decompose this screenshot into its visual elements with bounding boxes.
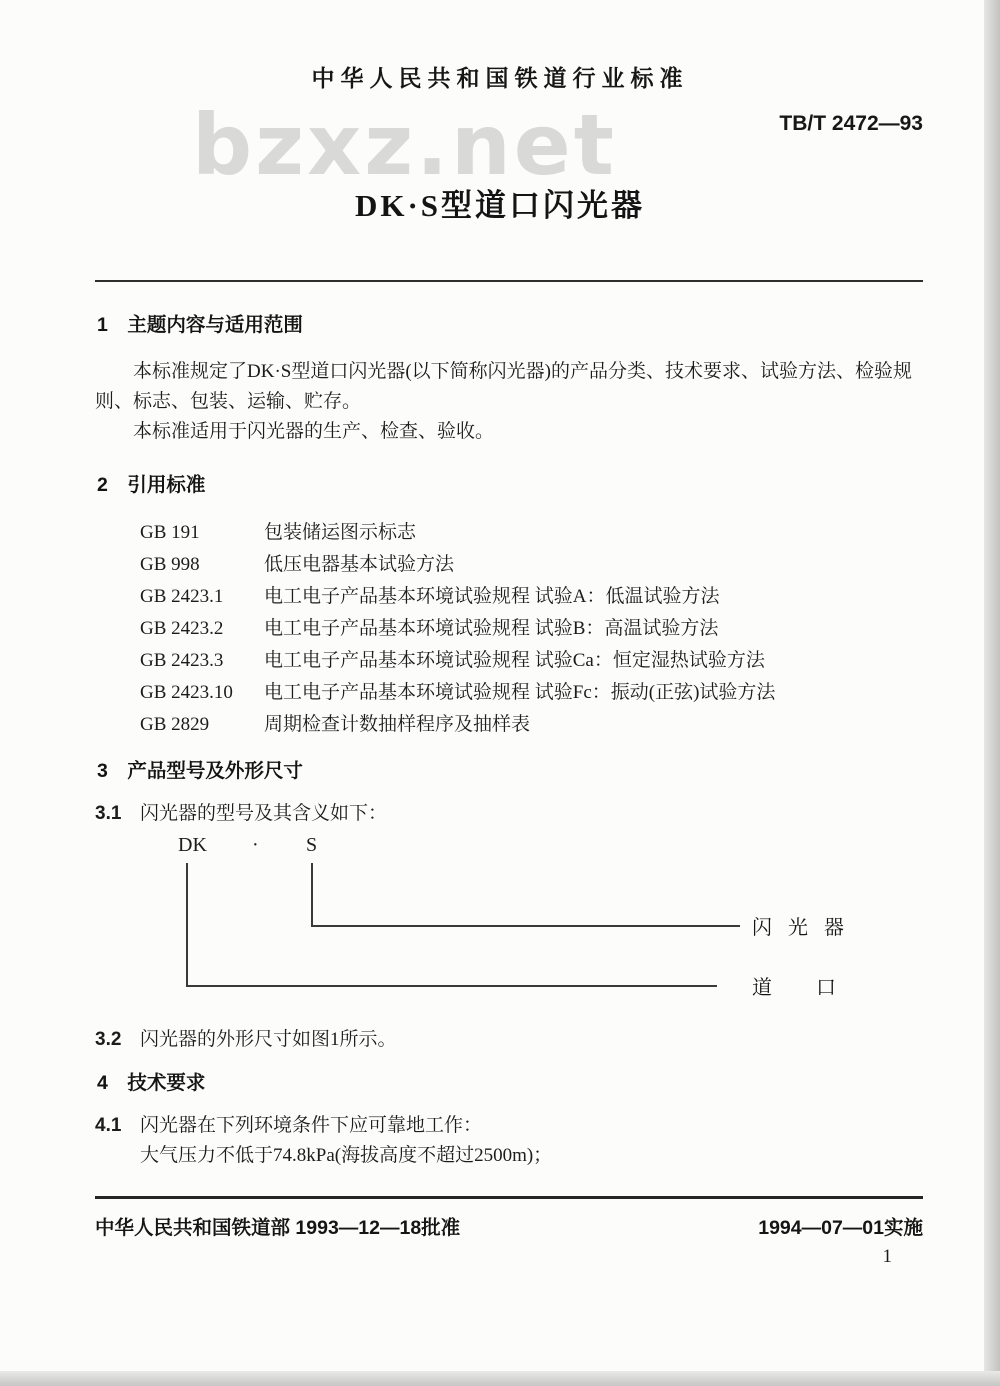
footer-implementation: 1994—07—01实施 bbox=[758, 1217, 923, 1239]
reference-code: GB 2423.1 bbox=[140, 586, 224, 607]
watermark: bzxz.net bbox=[192, 96, 617, 194]
scan-edge-bottom bbox=[0, 1371, 1000, 1386]
reference-code: GB 2829 bbox=[140, 714, 210, 735]
reference-row bbox=[140, 645, 925, 677]
document-body bbox=[95, 305, 925, 1171]
clause-3-1 bbox=[95, 799, 925, 829]
reference-row bbox=[140, 677, 925, 709]
reference-code: GB 2423.2 bbox=[140, 618, 224, 639]
standard-header: 中华人民共和国铁道行业标准 bbox=[311, 65, 689, 91]
reference-title: 周期检查计数抽样程序及抽样表 bbox=[264, 714, 531, 735]
diagram-label-flasher: 闪光器 bbox=[752, 917, 860, 939]
reference-code: GB 998 bbox=[140, 554, 200, 575]
section-1-paragraph-2: 本标准适用于闪光器的生产、检查、验收。 bbox=[133, 421, 495, 442]
reference-row bbox=[140, 581, 925, 613]
reference-code: GB 2423.10 bbox=[140, 682, 233, 703]
reference-title: 电工电子产品基本环境试验规程 试验B：高温试验方法 bbox=[264, 618, 719, 639]
reference-row bbox=[140, 549, 925, 581]
section-3-heading: 3 产品型号及外形尺寸 bbox=[97, 760, 303, 782]
diagram-label-crossing: 道口 bbox=[752, 977, 880, 999]
reference-title: 电工电子产品基本环境试验规程 试验Fc：振动(正弦)试验方法 bbox=[264, 682, 776, 703]
title-divider-rule bbox=[95, 280, 923, 282]
page-number: 1 bbox=[882, 1246, 892, 1267]
diagram-leader-line-flasher bbox=[311, 925, 740, 927]
document-title: DK·S型道口闪光器 bbox=[354, 188, 646, 223]
section-1-paragraph-1: 本标准规定了DK·S型道口闪光器(以下简称闪光器)的产品分类、技术要求、试验方法、检验规则、标志、包装、运输、贮存。 bbox=[95, 361, 912, 412]
model-part-s: S bbox=[306, 834, 318, 856]
clause-4-1 bbox=[95, 1111, 925, 1141]
reference-title: 低压电器基本试验方法 bbox=[264, 554, 455, 575]
reference-title: 包装储运图示标志 bbox=[264, 522, 417, 543]
reference-row bbox=[140, 709, 925, 741]
model-part-dot: · bbox=[252, 834, 259, 856]
clause-number: 3.1 bbox=[95, 803, 122, 824]
diagram-leader-line-crossing bbox=[186, 985, 717, 987]
reference-code: GB 2423.3 bbox=[140, 650, 224, 671]
section-4-heading: 4 技术要求 bbox=[97, 1072, 206, 1094]
standard-number: TB/T 2472—93 bbox=[779, 112, 923, 135]
clause-text: 闪光器的型号及其含义如下： bbox=[140, 803, 388, 824]
diagram-vertical-line-dk bbox=[186, 863, 188, 985]
reference-list bbox=[140, 517, 925, 741]
footer-divider-rule bbox=[95, 1196, 923, 1199]
model-part-dk: DK bbox=[178, 834, 207, 856]
reference-title: 电工电子产品基本环境试验规程 试验A：低温试验方法 bbox=[264, 586, 720, 607]
reference-row bbox=[140, 517, 925, 549]
reference-code: GB 191 bbox=[140, 522, 200, 543]
clause-3-2 bbox=[95, 1025, 925, 1055]
section-1-heading: 1 主题内容与适用范围 bbox=[97, 314, 303, 336]
footer-approval: 中华人民共和国铁道部 1993—12—18批准 bbox=[95, 1217, 461, 1239]
clause-text: 闪光器在下列环境条件下应可靠地工作： bbox=[140, 1115, 483, 1136]
reference-row bbox=[140, 613, 925, 645]
environment-condition-1: 大气压力不低于74.8kPa(海拔高度不超过2500m)； bbox=[140, 1145, 553, 1166]
clause-number: 4.1 bbox=[95, 1115, 122, 1136]
diagram-vertical-line-s bbox=[311, 863, 313, 925]
section-2-heading: 2 引用标准 bbox=[97, 474, 206, 496]
reference-title: 电工电子产品基本环境试验规程 试验Ca：恒定湿热试验方法 bbox=[264, 650, 765, 671]
clause-number: 3.2 bbox=[95, 1029, 122, 1050]
clause-text: 闪光器的外形尺寸如图1所示。 bbox=[140, 1029, 397, 1050]
model-designation-diagram bbox=[95, 833, 925, 1019]
